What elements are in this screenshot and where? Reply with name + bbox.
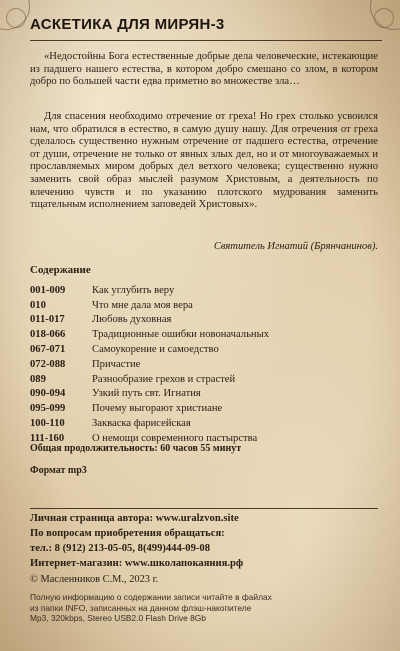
toc-item bbox=[30, 357, 350, 372]
phones-line: тел.: 8 (912) 213-05-05, 8(499)444-09-08 bbox=[30, 543, 211, 554]
shop-line: Интернет-магазин: www.школапокаяния.рф bbox=[30, 558, 244, 569]
toc-title: Любовь духовная bbox=[92, 314, 172, 326]
bottom-divider bbox=[30, 508, 378, 509]
top-divider bbox=[30, 40, 382, 41]
purchase-line: По вопросам приобретения обращаться: bbox=[30, 528, 225, 539]
contents-heading: Содержание bbox=[30, 264, 91, 276]
toc-number: 010 bbox=[30, 299, 46, 311]
toc-number: 100-110 bbox=[30, 418, 65, 430]
quote-paragraph-1: «Недостойны Бога естественные добрые дела человеческие, истекающие из падшего нашего естества, в котором добро смешано со злом, в котором добро по большей части едва приметно во множестве зла… bbox=[30, 51, 378, 88]
table-of-contents bbox=[30, 283, 350, 446]
toc-number: 001-009 bbox=[30, 284, 66, 296]
toc-item bbox=[30, 387, 350, 402]
toc-number: 072-088 bbox=[30, 358, 66, 370]
toc-item bbox=[30, 298, 350, 313]
toc-number: 090-094 bbox=[30, 388, 66, 400]
toc-title: Почему выгорают христиане bbox=[92, 403, 223, 415]
toc-item bbox=[30, 416, 350, 431]
toc-title: Традиционные ошибки новоначальных bbox=[92, 329, 270, 341]
toc-item bbox=[30, 372, 350, 387]
author-page-line: Личная страница автора: www.uralzvon.site bbox=[30, 513, 239, 524]
flourish-left bbox=[6, 8, 26, 28]
media-note-line: Полную информацию о содержании записи читайте в файлах bbox=[30, 592, 272, 602]
toc-title: Узкий путь свт. Игнатия bbox=[92, 388, 201, 400]
toc-number: 011-017 bbox=[30, 314, 65, 326]
total-duration: Общая продолжительность: 60 часов 55 минут bbox=[30, 443, 242, 454]
toc-number: 089 bbox=[30, 373, 46, 385]
toc-number: 095-099 bbox=[30, 403, 66, 415]
toc-title: Что мне дала моя вера bbox=[92, 299, 193, 311]
toc-number: 067-071 bbox=[30, 344, 66, 356]
toc-title: Самоукорение и самоедство bbox=[92, 344, 219, 356]
toc-title: Причастие bbox=[92, 358, 141, 370]
media-note-line: из папки INFO, записанных на данном флэш-накопителе bbox=[30, 602, 252, 613]
toc-title: О немощи современного пастырства bbox=[92, 432, 258, 444]
toc-item bbox=[30, 342, 350, 357]
toc-item bbox=[30, 283, 350, 298]
audio-format: Формат mp3 bbox=[30, 465, 87, 476]
media-note-line: Mp3, 320kbps, Stereo USB2.0 Flash Drive 8Gb bbox=[30, 613, 206, 624]
toc-item bbox=[30, 327, 350, 342]
toc-title: Закваска фарисейская bbox=[92, 418, 191, 430]
toc-number: 111-160 bbox=[30, 432, 65, 444]
toc-title: Как углубить веру bbox=[92, 284, 175, 296]
page-title: АСКЕТИКА ДЛЯ МИРЯН-3 bbox=[30, 16, 225, 33]
toc-number: 018-066 bbox=[30, 329, 66, 341]
copyright-line: © Масленников С.М., 2023 г. bbox=[30, 574, 159, 585]
media-note bbox=[30, 592, 350, 624]
quote-signature: Святитель Игнатий (Брянчанинов). bbox=[213, 241, 378, 252]
quote-paragraph-2: Для спасения необходимо отречение от греха! Но грех столько усвоился нам, что обратился в естество, в самую душу нашу. Для отречения от греха сделалось существенно нужным отречение от падшего естества, отречение от души, отречение не только от явных злых дел, но и от многоуважаемых и прославляемых миром добрых дел ветхого человека; существенно нужно заменить свой образ мыслей разумом Христовым, а деятельность по влечению чувств и по указанию плотского мудрования заменить тщательным исполнением заповедей Христовых». bbox=[30, 111, 378, 211]
toc-item bbox=[30, 401, 350, 416]
flourish-right bbox=[374, 8, 394, 28]
toc-item bbox=[30, 313, 350, 328]
toc-title: Разнообразие грехов и страстей bbox=[92, 373, 236, 385]
